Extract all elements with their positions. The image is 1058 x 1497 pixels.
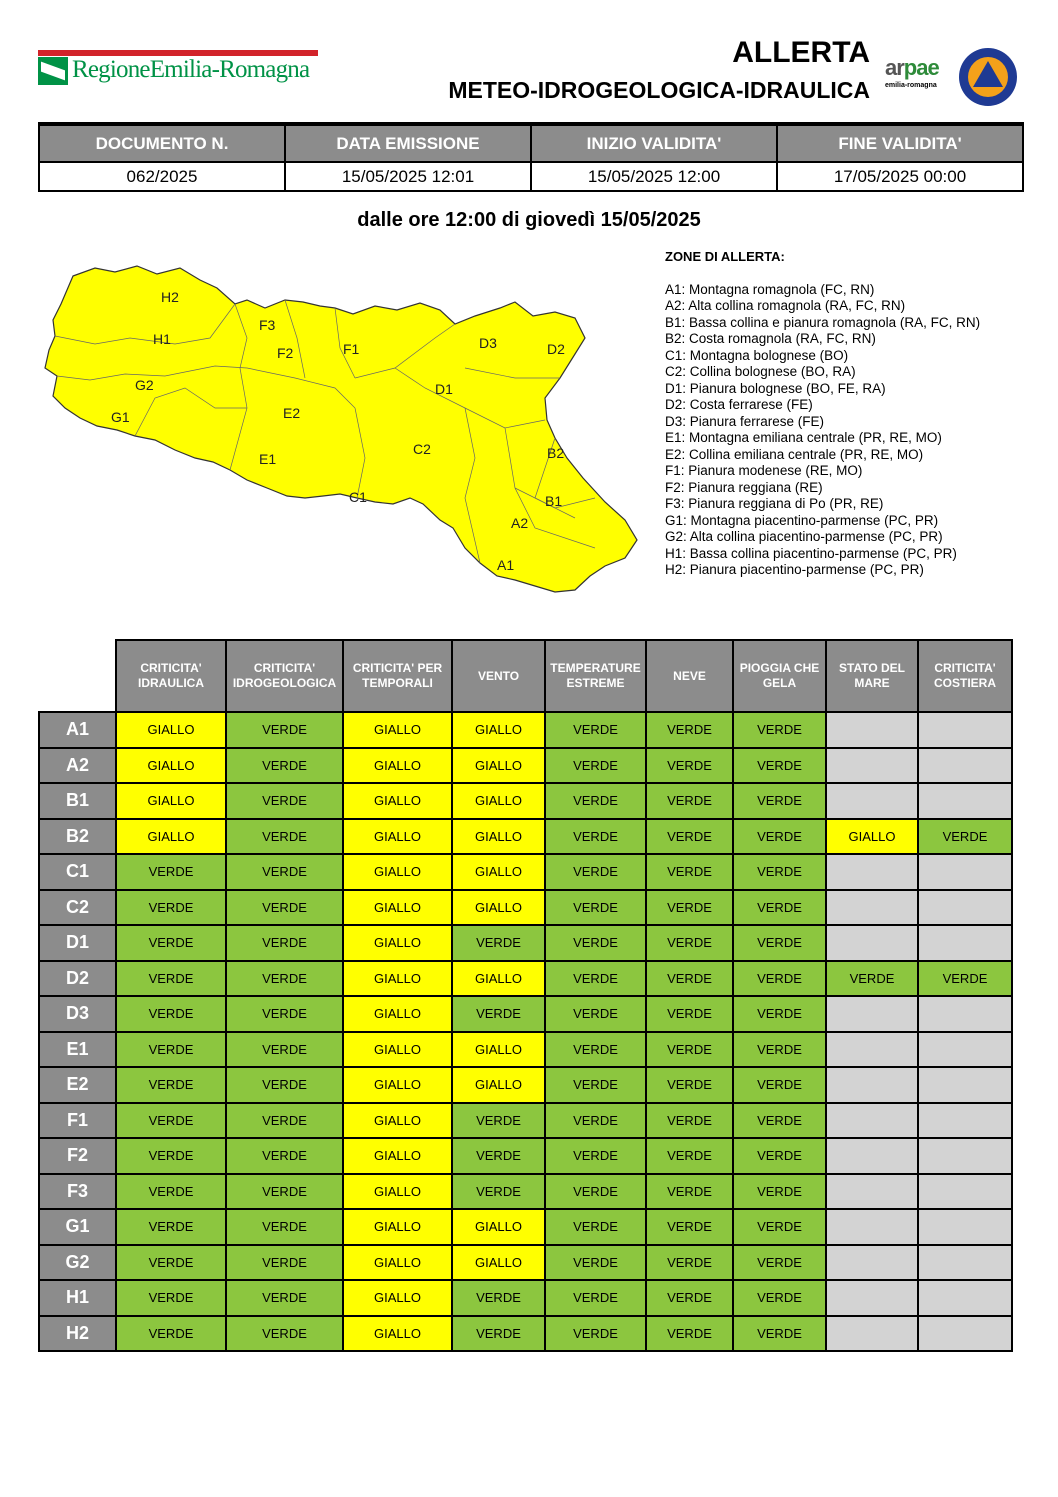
alert-level-cell: VERDE: [646, 1174, 733, 1210]
alert-level-cell: VERDE: [226, 1316, 343, 1352]
regione-emilia-romagna-logo: [38, 50, 318, 90]
alert-level-cell: VERDE: [733, 890, 826, 926]
alert-column-header: STATO DEL MARE: [826, 640, 918, 712]
alert-level-cell: VERDE: [116, 1280, 226, 1316]
alert-column-header: NEVE: [646, 640, 733, 712]
alert-level-cell: VERDE: [452, 1174, 545, 1210]
map-label-c1: C1: [349, 489, 367, 505]
document-info-table: [38, 122, 1024, 192]
map-label-d1: D1: [435, 381, 453, 397]
alert-level-cell: GIALLO: [343, 1245, 452, 1281]
alert-level-cell: GIALLO: [116, 712, 226, 748]
alert-level-cell: VERDE: [116, 1138, 226, 1174]
doc-value-2: 15/05/2025 12:00: [531, 162, 777, 191]
alert-level-cell: VERDE: [646, 996, 733, 1032]
alert-level-cell: VERDE: [116, 890, 226, 926]
alert-column-header: PIOGGIA CHE GELA: [733, 640, 826, 712]
logo-flag-icon: [38, 57, 68, 85]
validity-title: dalle ore 12:00 di giovedì 15/05/2025: [357, 209, 701, 231]
doc-header-2: INIZIO VALIDITA': [531, 124, 777, 162]
zone-code: H1: [39, 1280, 116, 1316]
alert-level-cell: GIALLO: [343, 961, 452, 997]
alert-level-cell: [918, 712, 1012, 748]
alert-level-cell: VERDE: [226, 748, 343, 784]
alert-row: [39, 1174, 1012, 1210]
map-label-g1: G1: [111, 409, 130, 425]
alert-zones-map: [35, 258, 655, 603]
alert-level-cell: VERDE: [646, 1316, 733, 1352]
arpae-logo: [885, 55, 955, 89]
alert-level-cell: VERDE: [733, 1138, 826, 1174]
zone-code: D2: [39, 961, 116, 997]
alert-level-cell: VERDE: [226, 783, 343, 819]
doc-header-3: FINE VALIDITA': [777, 124, 1023, 162]
alert-level-cell: GIALLO: [343, 996, 452, 1032]
zone-code: F2: [39, 1138, 116, 1174]
alert-level-cell: [918, 1138, 1012, 1174]
alert-level-cell: VERDE: [545, 819, 646, 855]
alert-level-cell: VERDE: [452, 1138, 545, 1174]
alert-level-cell: VERDE: [545, 748, 646, 784]
alert-level-cell: GIALLO: [116, 819, 226, 855]
alert-level-cell: GIALLO: [343, 1032, 452, 1068]
alert-level-cell: VERDE: [733, 925, 826, 961]
zone-code: C2: [39, 890, 116, 926]
legend-item: G2: Alta collina piacentino-parmense (PC, PR): [665, 529, 943, 544]
alert-level-cell: GIALLO: [343, 1316, 452, 1352]
alert-level-cell: GIALLO: [826, 819, 918, 855]
alert-row: [39, 1067, 1012, 1103]
alert-level-cell: VERDE: [226, 854, 343, 890]
arpae-name: arpae: [885, 55, 939, 80]
alert-level-cell: VERDE: [826, 961, 918, 997]
map-label-a1: A1: [497, 557, 515, 573]
alert-level-cell: VERDE: [545, 925, 646, 961]
alert-level-cell: VERDE: [452, 925, 545, 961]
legend-item: A1: Montagna romagnola (FC, RN): [665, 281, 875, 297]
alert-level-cell: VERDE: [646, 1209, 733, 1245]
alert-level-cell: VERDE: [545, 783, 646, 819]
alert-level-cell: VERDE: [646, 819, 733, 855]
alert-level-cell: VERDE: [545, 1280, 646, 1316]
zone-code: A1: [39, 712, 116, 748]
alert-level-cell: GIALLO: [452, 1067, 545, 1103]
alert-level-cell: GIALLO: [343, 1103, 452, 1139]
alert-level-cell: [918, 1209, 1012, 1245]
map-label-a2: A2: [511, 515, 529, 531]
alert-level-cell: [918, 854, 1012, 890]
zone-code: E2: [39, 1067, 116, 1103]
alert-row: [39, 1209, 1012, 1245]
alert-row: [39, 890, 1012, 926]
alert-level-cell: VERDE: [733, 854, 826, 890]
alert-level-cell: GIALLO: [452, 854, 545, 890]
legend-item: H1: Bassa collina piacentino-parmense (PC, PR): [665, 545, 957, 561]
alert-level-cell: [918, 1280, 1012, 1316]
alert-level-cell: [918, 1174, 1012, 1210]
alert-level-cell: [918, 1103, 1012, 1139]
alert-level-cell: VERDE: [733, 1209, 826, 1245]
alert-level-cell: GIALLO: [343, 783, 452, 819]
alert-level-cell: VERDE: [646, 925, 733, 961]
map-label-b1: B1: [545, 493, 563, 509]
arpae-subtitle: emilia-romagna: [885, 82, 937, 89]
zone-code: C1: [39, 854, 116, 890]
alert-level-cell: VERDE: [545, 1209, 646, 1245]
alert-row: [39, 1280, 1012, 1316]
alert-level-cell: GIALLO: [452, 819, 545, 855]
alert-level-cell: GIALLO: [452, 748, 545, 784]
alert-row: [39, 854, 1012, 890]
alert-level-cell: GIALLO: [452, 1032, 545, 1068]
map-label-f2: F2: [277, 345, 294, 361]
alert-level-cell: VERDE: [116, 1209, 226, 1245]
document-info-header-row: [39, 124, 1023, 162]
alert-row: [39, 819, 1012, 855]
alert-level-cell: [826, 1032, 918, 1068]
alert-column-header: CRITICITA' PER TEMPORALI: [343, 640, 452, 712]
alert-level-cell: [826, 854, 918, 890]
alert-level-cell: VERDE: [646, 1138, 733, 1174]
map-label-f3: F3: [259, 317, 276, 333]
alert-level-cell: VERDE: [226, 996, 343, 1032]
alert-level-cell: VERDE: [646, 712, 733, 748]
alert-level-cell: GIALLO: [452, 783, 545, 819]
document-info-value-row: [39, 162, 1023, 191]
legend-item: B1: Bassa collina e pianura romagnola (RA, FC, RN): [665, 314, 981, 330]
zones-legend: [665, 249, 1045, 579]
alert-level-cell: VERDE: [733, 1032, 826, 1068]
alert-level-cell: GIALLO: [343, 1174, 452, 1210]
zone-code: G1: [39, 1209, 116, 1245]
alert-level-cell: VERDE: [733, 783, 826, 819]
alert-table-body: [39, 712, 1012, 1351]
alert-level-cell: GIALLO: [343, 1209, 452, 1245]
alert-level-cell: VERDE: [646, 1067, 733, 1103]
alert-level-cell: [918, 1316, 1012, 1352]
alert-level-cell: [826, 1316, 918, 1352]
alert-level-cell: VERDE: [226, 1174, 343, 1210]
alert-level-cell: VERDE: [226, 1280, 343, 1316]
zone-code: E1: [39, 1032, 116, 1068]
alert-level-cell: GIALLO: [343, 890, 452, 926]
legend-item: F1: Pianura modenese (RE, MO): [665, 463, 863, 478]
legend-item: F3: Pianura reggiana di Po (PR, RE): [665, 496, 884, 511]
alert-level-cell: VERDE: [226, 1067, 343, 1103]
doc-header-1: DATA EMISSIONE: [285, 124, 531, 162]
alert-level-cell: VERDE: [733, 748, 826, 784]
alert-level-cell: [918, 748, 1012, 784]
alert-row: [39, 996, 1012, 1032]
alert-level-cell: GIALLO: [343, 819, 452, 855]
alert-level-cell: VERDE: [733, 1103, 826, 1139]
alert-level-cell: VERDE: [545, 1316, 646, 1352]
alert-level-cell: [918, 783, 1012, 819]
zone-code: H2: [39, 1316, 116, 1352]
map-label-b2: B2: [547, 445, 565, 461]
page-title: ALLERTA: [732, 36, 870, 69]
map-label-e1: E1: [259, 451, 277, 467]
alert-level-cell: VERDE: [733, 1067, 826, 1103]
alert-level-cell: [826, 748, 918, 784]
zone-code: B2: [39, 819, 116, 855]
alert-level-cell: GIALLO: [452, 961, 545, 997]
alert-level-cell: VERDE: [646, 961, 733, 997]
alert-level-cell: [826, 1209, 918, 1245]
alert-level-cell: GIALLO: [343, 1067, 452, 1103]
alert-level-cell: VERDE: [226, 961, 343, 997]
alert-level-cell: [826, 1280, 918, 1316]
legend-item: D3: Pianura ferrarese (FE): [665, 413, 825, 429]
alert-level-cell: VERDE: [226, 890, 343, 926]
legend-title: ZONE DI ALLERTA:: [665, 249, 785, 264]
alert-level-cell: VERDE: [226, 712, 343, 748]
alert-level-cell: VERDE: [646, 1103, 733, 1139]
doc-value-0: 062/2025: [39, 162, 285, 191]
alert-level-cell: VERDE: [226, 1032, 343, 1068]
alert-level-cell: VERDE: [116, 1103, 226, 1139]
alert-level-cell: [918, 890, 1012, 926]
alert-level-cell: VERDE: [918, 961, 1012, 997]
alert-level-cell: [826, 783, 918, 819]
alert-level-cell: GIALLO: [343, 854, 452, 890]
alert-row: [39, 1103, 1012, 1139]
alert-level-cell: [918, 1032, 1012, 1068]
alert-level-cell: [826, 925, 918, 961]
alert-level-cell: VERDE: [545, 1245, 646, 1281]
alert-level-cell: VERDE: [918, 819, 1012, 855]
alert-level-cell: VERDE: [646, 1245, 733, 1281]
alert-level-cell: [826, 1138, 918, 1174]
map-label-h2: H2: [161, 289, 179, 305]
logo-text: RegioneEmilia-Romagna: [72, 56, 310, 83]
alert-row: [39, 712, 1012, 748]
alert-level-cell: VERDE: [545, 1138, 646, 1174]
alert-level-cell: VERDE: [646, 890, 733, 926]
alert-level-cell: GIALLO: [343, 925, 452, 961]
alert-row: [39, 1138, 1012, 1174]
alert-level-cell: VERDE: [226, 1209, 343, 1245]
zone-code: D3: [39, 996, 116, 1032]
protezione-civile-logo-icon: [958, 47, 1018, 107]
alert-column-header: CRITICITA' COSTIERA: [918, 640, 1012, 712]
alert-level-cell: VERDE: [116, 1174, 226, 1210]
alert-level-cell: [918, 1245, 1012, 1281]
zone-code: D1: [39, 925, 116, 961]
alert-column-header: VENTO: [452, 640, 545, 712]
alert-level-cell: [918, 996, 1012, 1032]
alert-level-cell: VERDE: [116, 1032, 226, 1068]
alert-level-cell: VERDE: [116, 961, 226, 997]
alert-level-cell: VERDE: [733, 819, 826, 855]
legend-item: E2: Collina emiliana centrale (PR, RE, MO): [665, 446, 924, 462]
alert-level-cell: VERDE: [226, 1245, 343, 1281]
alert-row: [39, 961, 1012, 997]
map-label-c2: C2: [413, 441, 431, 457]
alert-level-cell: VERDE: [116, 996, 226, 1032]
zone-code: A2: [39, 748, 116, 784]
alert-level-cell: VERDE: [545, 961, 646, 997]
alert-level-cell: GIALLO: [343, 712, 452, 748]
doc-value-3: 17/05/2025 00:00: [777, 162, 1023, 191]
region-outline: [45, 266, 637, 592]
alert-level-cell: VERDE: [116, 1067, 226, 1103]
alert-column-header: CRITICITA' IDRAULICA: [116, 640, 226, 712]
alert-table-corner: [39, 640, 116, 712]
alert-row: [39, 1032, 1012, 1068]
alert-level-cell: [918, 925, 1012, 961]
alert-row: [39, 748, 1012, 784]
alert-level-cell: [826, 996, 918, 1032]
doc-header-0: DOCUMENTO N.: [39, 124, 285, 162]
map-label-d3: D3: [479, 335, 497, 351]
alert-level-cell: VERDE: [116, 925, 226, 961]
alert-level-cell: VERDE: [646, 1280, 733, 1316]
alert-level-cell: GIALLO: [452, 712, 545, 748]
alert-level-cell: GIALLO: [452, 890, 545, 926]
alert-level-cell: GIALLO: [452, 1209, 545, 1245]
alert-level-cell: VERDE: [545, 1067, 646, 1103]
legend-items: [665, 282, 1045, 579]
alert-level-cell: GIALLO: [343, 1280, 452, 1316]
alert-level-cell: VERDE: [733, 712, 826, 748]
alert-level-cell: VERDE: [116, 1316, 226, 1352]
alert-level-cell: [826, 712, 918, 748]
alert-level-cell: VERDE: [452, 996, 545, 1032]
legend-item: C2: Collina bolognese (BO, RA): [665, 364, 856, 379]
zone-code: F1: [39, 1103, 116, 1139]
alert-level-cell: GIALLO: [116, 748, 226, 784]
alert-level-cell: [826, 1174, 918, 1210]
alert-level-cell: VERDE: [545, 1103, 646, 1139]
alert-level-cell: GIALLO: [116, 783, 226, 819]
alert-level-cell: GIALLO: [452, 1245, 545, 1281]
alert-level-cell: [826, 1103, 918, 1139]
legend-item: D1: Pianura bolognese (BO, FE, RA): [665, 380, 886, 396]
alert-level-cell: VERDE: [452, 1280, 545, 1316]
map-label-g2: G2: [135, 377, 154, 393]
alert-level-cell: [826, 1067, 918, 1103]
alert-level-cell: VERDE: [733, 961, 826, 997]
alert-table: [38, 639, 1013, 1352]
alert-level-cell: VERDE: [226, 1138, 343, 1174]
alert-level-cell: VERDE: [226, 819, 343, 855]
alert-level-cell: VERDE: [733, 1316, 826, 1352]
alert-level-cell: VERDE: [545, 1032, 646, 1068]
alert-column-header: TEMPERATURE ESTREME: [545, 640, 646, 712]
alert-level-cell: VERDE: [733, 1280, 826, 1316]
map-label-h1: H1: [153, 331, 171, 347]
alert-level-cell: VERDE: [545, 1174, 646, 1210]
legend-item: C1: Montagna bolognese (BO): [665, 347, 849, 363]
alert-level-cell: [826, 890, 918, 926]
map-label-e2: E2: [283, 405, 301, 421]
legend-item: G1: Montagna piacentino-parmense (PC, PR): [665, 512, 939, 528]
map-label-d2: D2: [547, 341, 565, 357]
alert-level-cell: VERDE: [545, 996, 646, 1032]
alert-level-cell: GIALLO: [343, 1138, 452, 1174]
alert-level-cell: VERDE: [116, 1245, 226, 1281]
alert-level-cell: VERDE: [226, 925, 343, 961]
alert-level-cell: GIALLO: [343, 748, 452, 784]
page-subtitle: METEO-IDROGEOLOGICA-IDRAULICA: [448, 77, 870, 103]
alert-level-cell: VERDE: [545, 712, 646, 748]
alert-level-cell: VERDE: [646, 854, 733, 890]
alert-level-cell: VERDE: [646, 748, 733, 784]
zone-code: G2: [39, 1245, 116, 1281]
alert-level-cell: VERDE: [116, 854, 226, 890]
alert-level-cell: VERDE: [646, 1032, 733, 1068]
zone-code: B1: [39, 783, 116, 819]
legend-item: E1: Montagna emiliana centrale (PR, RE, MO): [665, 430, 942, 445]
map-label-f1: F1: [343, 341, 360, 357]
alert-level-cell: [918, 1067, 1012, 1103]
alert-level-cell: VERDE: [226, 1103, 343, 1139]
alert-level-cell: VERDE: [452, 1316, 545, 1352]
legend-item: F2: Pianura reggiana (RE): [665, 479, 823, 495]
legend-item: H2: Pianura piacentino-parmense (PC, PR): [665, 562, 924, 577]
zone-code: F3: [39, 1174, 116, 1210]
alert-row: [39, 1245, 1012, 1281]
alert-level-cell: [826, 1245, 918, 1281]
alert-level-cell: VERDE: [452, 1103, 545, 1139]
alert-level-cell: VERDE: [646, 783, 733, 819]
alert-level-cell: VERDE: [545, 890, 646, 926]
alert-row: [39, 1316, 1012, 1352]
alert-level-cell: VERDE: [545, 854, 646, 890]
alert-row: [39, 925, 1012, 961]
alert-level-cell: VERDE: [733, 996, 826, 1032]
legend-item: D2: Costa ferrarese (FE): [665, 397, 813, 412]
alert-level-cell: VERDE: [733, 1245, 826, 1281]
legend-item: A2: Alta collina romagnola (RA, FC, RN): [665, 298, 906, 313]
alert-level-cell: VERDE: [733, 1174, 826, 1210]
doc-value-1: 15/05/2025 12:01: [285, 162, 531, 191]
legend-item: B2: Costa romagnola (RA, FC, RN): [665, 331, 876, 346]
alert-row: [39, 783, 1012, 819]
alert-column-header: CRITICITA' IDROGEOLOGICA: [226, 640, 343, 712]
alert-table-header-row: [39, 640, 1012, 712]
